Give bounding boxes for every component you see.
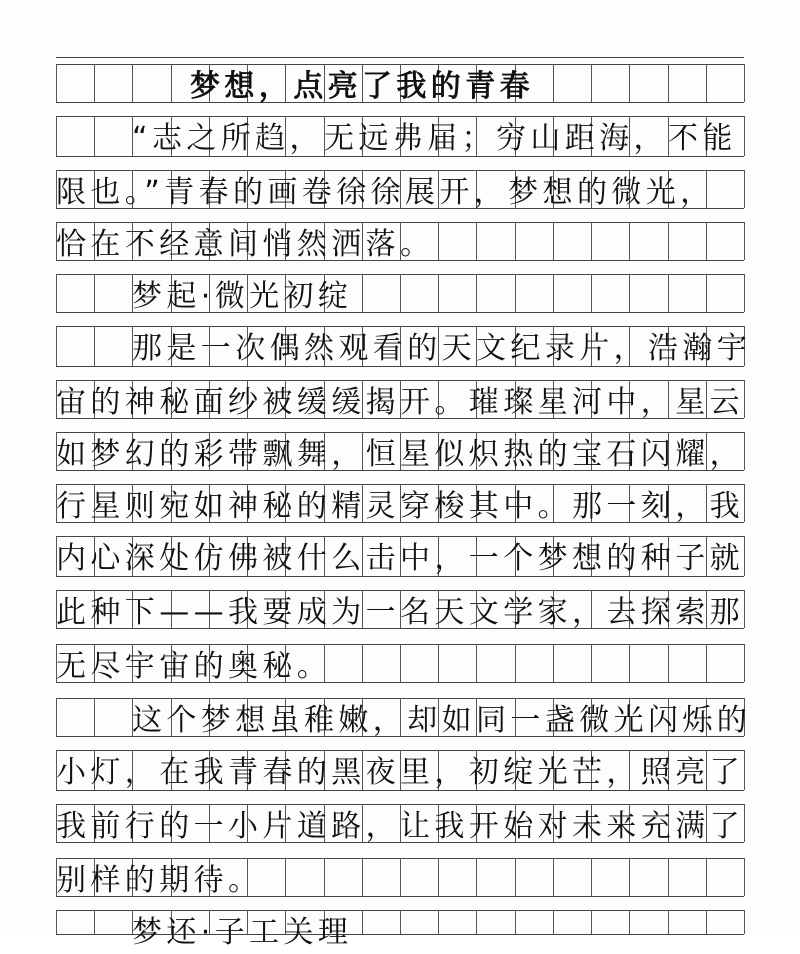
- essay-line: 别样的期待。: [56, 863, 263, 898]
- grid-line: [94, 910, 95, 934]
- grid-line: [171, 64, 172, 102]
- grid-line: [744, 432, 745, 470]
- essay-line: 这个梦想虽稚嫩，却如同一盏微光闪烁的: [132, 703, 752, 738]
- grid-line: [94, 116, 95, 156]
- essay-line: 如梦幻的彩带飘舞，恒星似炽热的宝石闪耀，: [56, 437, 744, 472]
- essay-line: 限也。”青春的画卷徐徐展开，梦想的微光，: [56, 175, 715, 210]
- section-heading: 梦还·子工关理: [132, 915, 353, 950]
- essay-line: 恰在不经意间悄然洒落。: [56, 227, 435, 262]
- grid-line: [744, 170, 745, 208]
- grid-line: [56, 698, 57, 736]
- essay-line: 宙的神秘面纱被缓缓揭开。璀璨星河中，星云: [56, 385, 744, 420]
- grid-line: [132, 64, 133, 102]
- essay-line: 那是一次偶然观看的天文纪录片，浩瀚宇: [132, 331, 752, 366]
- essay-line: 内心深处仿佛被什么击中，一个梦想的种子就: [56, 541, 744, 576]
- grid-line: [744, 804, 745, 842]
- essay-title: 梦想，点亮了我的青春: [190, 69, 534, 104]
- essay-line: 此种下——我要成为一名天文学家，去探索那: [56, 595, 744, 630]
- essay-line: 行星则宛如神秘的精灵穿梭其中。那一刻，我: [56, 489, 744, 524]
- grid-line: [744, 590, 745, 628]
- grid-line: [56, 64, 57, 102]
- grid-line: [56, 274, 57, 312]
- section-heading: 梦起·微光初绽: [132, 279, 353, 314]
- grid-line: [94, 274, 95, 312]
- grid-line: [56, 910, 57, 934]
- grid-line: [744, 484, 745, 522]
- grid-line: [744, 536, 745, 576]
- grid-line: [744, 380, 745, 418]
- grid-line: [744, 222, 745, 260]
- essay-line: 小灯，在我青春的黑夜里，初绽光芒，照亮了: [56, 755, 744, 790]
- grid-line: [56, 326, 57, 366]
- essay-line: 我前行的一小片道路，让我开始对未来充满了: [56, 809, 744, 844]
- grid-line: [94, 326, 95, 366]
- grid-line: [56, 116, 57, 156]
- grid-line: [94, 64, 95, 102]
- grid-line: [744, 644, 745, 682]
- essay-line: “志之所趋，无远弗届；穷山距海，不能: [132, 121, 737, 156]
- grid-line: [94, 698, 95, 736]
- grid-line: [56, 57, 744, 58]
- grid-line: [744, 750, 745, 790]
- essay-line: 无尽宇宙的奥秘。: [56, 649, 332, 684]
- grid-line: [744, 858, 745, 896]
